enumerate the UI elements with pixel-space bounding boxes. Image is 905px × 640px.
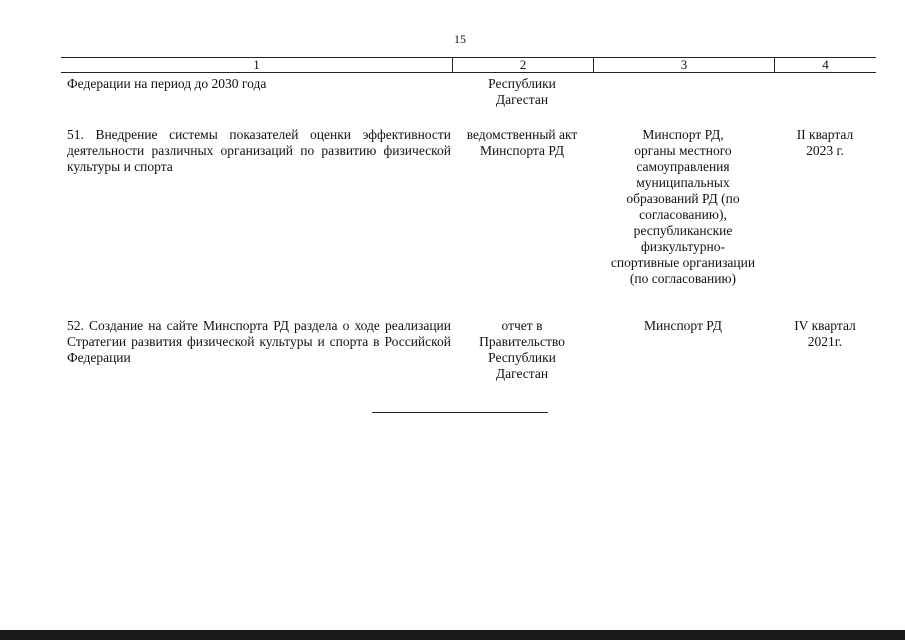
row-description: Федерации на период до 2030 года [67,76,267,91]
row-document: ведомственный акт Минспорта РД [466,127,578,158]
end-of-document-rule [372,412,548,413]
row-number: 52. [67,318,84,333]
row-deadline: IV квартал 2021г. [794,318,856,349]
scan-edge [0,630,905,640]
row-description: 51. Внедрение системы показателей оценки эффективности деятельности различных организаций по развитию физической культуры и спорта [67,127,452,174]
column-header-1: 1 [253,57,260,72]
row-description: 52. Создание на сайте Минспорта РД раздела о ходе реализации Стратегии развития физической культуры и спорта в Российской Федерации [67,318,452,365]
column-header-2: 2 [519,57,527,72]
row-number: 51. [67,127,84,142]
column-header-3: 3 [680,57,688,72]
column-header-4: 4 [822,57,829,72]
table-header-row [61,57,876,73]
row-document: Республики Дагестан [488,76,556,107]
row-responsible: Минспорт РД, органы местного самоуправления муниципальных образований РД (по согласованию), республиканские физкультурно- спортивные организации (по согласованию) [610,127,756,286]
row-document: отчет в Правительство Республики Дагестан [479,318,565,381]
row-deadline: II квартал 2023 г. [796,127,854,158]
page-number: 15 [454,32,466,46]
row-responsible: Минспорт РД [644,318,722,333]
